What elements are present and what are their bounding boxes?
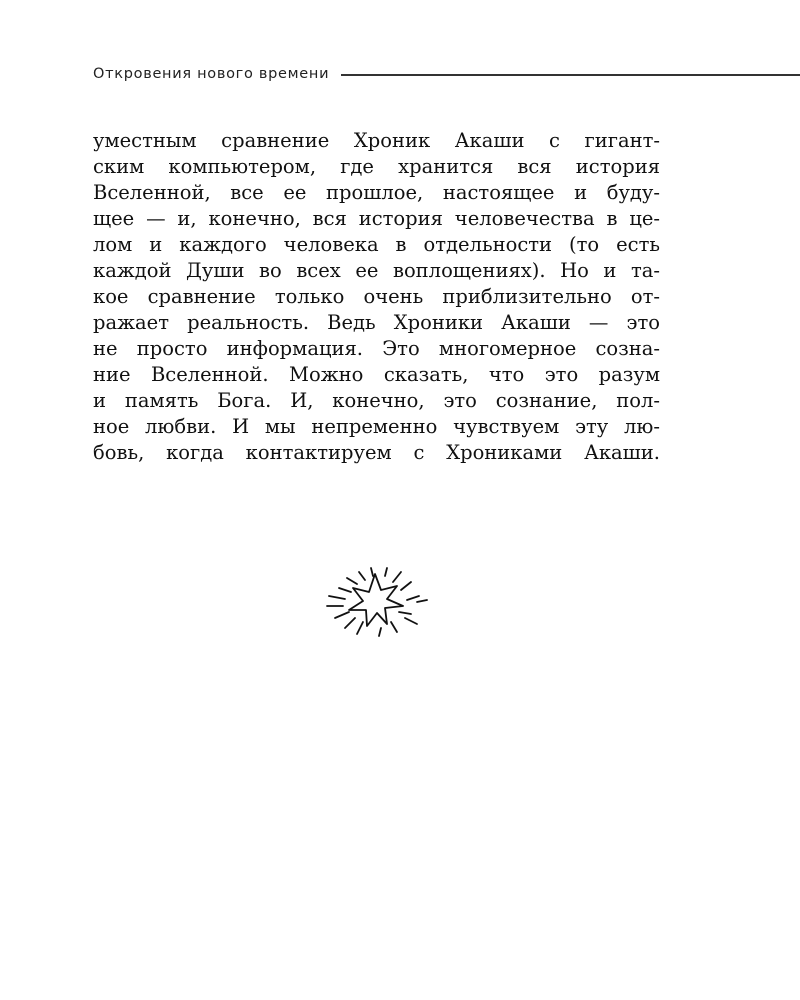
text-line: и память Бога. И, конечно, это сознание, пол- — [93, 389, 660, 412]
text-line: кое сравнение только очень приблизительно от- — [93, 285, 660, 308]
text-line: ние Вселенной. Можно сказать, что это разум — [93, 363, 660, 386]
running-title: Откровения нового времени — [93, 66, 330, 82]
text-line: щее — и, конечно, вся история человечества в це- — [93, 207, 660, 230]
text-line: ное любви. И мы непременно чувствуем эту лю- — [93, 415, 660, 438]
starburst-icon — [323, 566, 431, 638]
text-line: Вселенной, все ее прошлое, настоящее и буду- — [93, 181, 660, 204]
text-line: не просто информация. Это многомерное созна- — [93, 337, 660, 360]
header-rule — [341, 74, 800, 76]
body-text — [93, 128, 660, 466]
text-line: бовь, когда контактируем с Хрониками Акаши. — [93, 441, 660, 464]
text-line: уместным сравнение Хроник Акаши с гигант- — [93, 129, 660, 152]
text-line: лом и каждого человека в отдельности (то есть — [93, 233, 660, 256]
text-line: ским компьютером, где хранится вся история — [93, 155, 660, 178]
starburst-icon-graphic — [323, 566, 431, 638]
text-line: ражает реальность. Ведь Хроники Акаши — это — [93, 311, 660, 334]
text-line: каждой Души во всех ее воплощениях). Но и та- — [93, 259, 660, 282]
running-header — [93, 64, 800, 84]
